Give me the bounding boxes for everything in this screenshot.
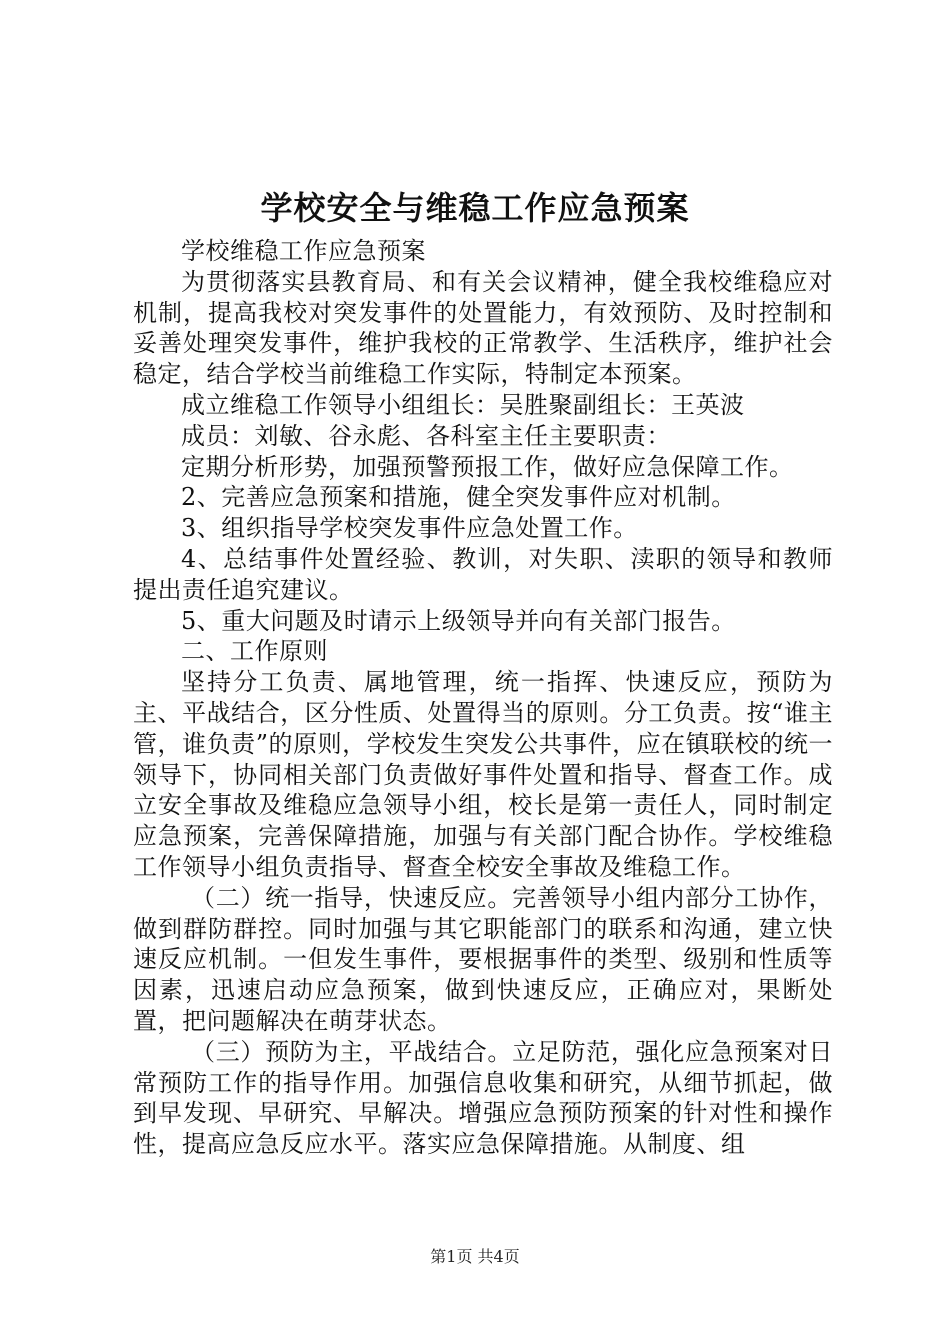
paragraph-leadership: 成立维稳工作领导小组组长：吴胜聚副组长：王英波	[181, 390, 745, 419]
paragraph-purpose: 为贯彻落实县教育局、和有关会议精神，健全我校维稳应对机制，提高我校对突发事件的处置能力，有效预防、及时控制和妥善处理突发事件，维护我校的正常教学、生活秩序，维护社会稳定，结合学校当前维稳工作实际，特制定本预案。	[133, 267, 833, 389]
paragraph-duty-1: 定期分析形势，加强预警预报工作，做好应急保障工作。	[181, 452, 794, 481]
document-body	[133, 236, 833, 1160]
paragraph-duty-4: 4、总结事件处置经验、教训，对失职、渎职的领导和教师提出责任追究建议。	[133, 544, 833, 604]
paragraph-unified-guidance: （二）统一指导，快速反应。完善领导小组内部分工协作，做到群防群控。同时加强与其它职能部门的联系和沟通，建立快速反应机制。一但发生事件，要根据事件的类型、级别和性质等因素，迅速启动应急预案，做到快速反应，正确应对，果断处置，把问题解决在萌芽状态。	[133, 883, 833, 1035]
paragraph-members: 成员：刘敏、谷永彪、各科室主任主要职责：	[181, 421, 671, 450]
paragraph-subtitle: 学校维稳工作应急预案	[181, 237, 426, 265]
section-heading-principles: 二、工作原则	[181, 637, 328, 666]
page-footer: 第1页 共4页	[430, 1247, 520, 1266]
paragraph-duty-3: 3、组织指导学校突发事件应急处置工作。	[181, 514, 638, 543]
paragraph-prevention: （三）预防为主，平战结合。立足防范，强化应急预案对日常预防工作的指导作用。加强信息收集和研究，从细节抓起，做到早发现、早研究、早解决。增强应急预防预案的针对性和操作性，提高应急反应水平。落实应急保障措施。从制度、组	[133, 1037, 833, 1159]
paragraph-principles: 坚持分工负责、属地管理，统一指挥、快速反应，预防为主、平战结合，区分性质、处置得当的原则。分工负责。按“谁主管，谁负责”的原则，学校发生突发公共事件，应在镇联校的统一领导下，协同相关部门负责做好事件处置和指导、督查工作。成立安全事故及维稳应急领导小组，校长是第一责任人，同时制定应急预案，完善保障措施，加强与有关部门配合协作。学校维稳工作领导小组负责指导、督查全校安全事故及维稳工作。	[133, 668, 833, 881]
paragraph-duty-2: 2、完善应急预案和措施，健全突发事件应对机制。	[181, 483, 736, 512]
document-title: 学校安全与维稳工作应急预案	[260, 189, 690, 227]
paragraph-duty-5: 5、重大问题及时请示上级领导并向有关部门报告。	[181, 606, 736, 635]
